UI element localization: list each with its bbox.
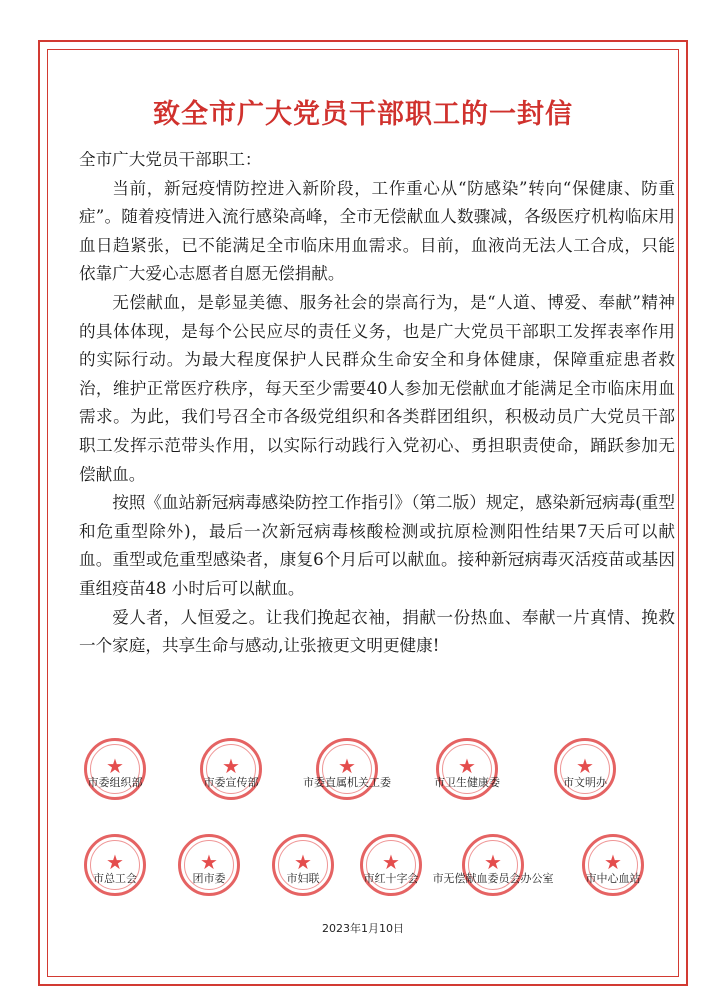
salutation: 全市广大党员干部职工： <box>79 150 262 169</box>
seal-label: 市文明办 <box>563 776 607 789</box>
seal-youth-league <box>170 834 248 896</box>
paragraph-1: 当前，新冠疫情防控进入新阶段，工作重心从“防感染”转向“保健康、防重症”。随着疫情进入流行感染高峰，全市无偿献血人数骤减，各级医疗机构临床用血日趋紧张，已不能满足全市临床用血需求。目前，血液尚无法人工合成，只能依靠广大爱心志愿者自愿无偿捐献。 <box>79 178 675 284</box>
letter-title: 致全市广大党员干部职工的一封信 <box>153 99 573 130</box>
seal-civilization-office <box>546 738 624 800</box>
star-icon: ★ <box>222 754 240 778</box>
seal-federation-of-trade-unions <box>76 834 154 896</box>
seal-working-committee <box>303 738 391 800</box>
seal-label: 市总工会 <box>93 872 137 885</box>
seal-label: 市红十字会 <box>363 872 419 885</box>
star-icon: ★ <box>106 850 124 874</box>
star-icon: ★ <box>106 754 124 778</box>
seal-label: 市中心血站 <box>585 872 641 885</box>
seal-label: 市委宣传部 <box>203 776 259 789</box>
letter-body <box>79 146 675 661</box>
seal-area <box>70 738 660 898</box>
seal-label: 市妇联 <box>286 872 320 885</box>
seal-label: 团市委 <box>192 872 226 885</box>
paragraph-4: 爱人者，人恒爱之。让我们挽起衣袖，捐献一份热血、奉献一片真情、挽救一个家庭，共享生命与感动,让张掖更文明更健康! <box>79 607 675 656</box>
seal-label: 市卫生健康委 <box>434 776 500 789</box>
seal-blood-donation-office <box>432 834 554 896</box>
seal-central-blood-station <box>574 834 652 896</box>
star-icon: ★ <box>338 754 356 778</box>
seal-womens-federation <box>264 834 342 896</box>
paragraph-2: 无偿献血，是彰显美德、服务社会的崇高行为，是“人道、博爱、奉献”精神的具体体现，是每个公民应尽的责任义务，也是广大党员干部职工发挥表率作用的实际行动。为最大程度保护人民群众生命安全和身体健康，保障重症患者救治，维护正常医疗秩序，每天至少需要40人参加无偿献血才能满足全市临床用血需求。为此，我们号召全市各级党组织和各类群团组织，积极动员广大党员干部职工发挥示范带头作用，以实际行动践行入党初心、勇担职责使命，踊跃参加无偿献血。 <box>79 292 675 484</box>
seal-org-department <box>76 738 154 800</box>
letter-date: 2023年1月10日 <box>322 922 404 935</box>
star-icon: ★ <box>576 754 594 778</box>
seal-red-cross <box>352 834 430 896</box>
star-icon: ★ <box>484 850 502 874</box>
seal-label: 市委组织部 <box>87 776 143 789</box>
seal-health-commission <box>428 738 506 800</box>
seal-propaganda-department <box>192 738 270 800</box>
star-icon: ★ <box>458 754 476 778</box>
paragraph-3: 按照《血站新冠病毒感染防控工作指引》（第二版）规定，感染新冠病毒(重型和危重型除外)，最后一次新冠病毒核酸检测或抗原检测阳性结果7天后可以献血。重型或危重型感染者，康复6个月后可以献血。接种新冠病毒灭活疫苗或基因重组疫苗48 小时后可以献血。 <box>79 493 675 598</box>
seal-label: 市无偿献血委员会办公室 <box>432 872 554 885</box>
star-icon: ★ <box>604 850 622 874</box>
star-icon: ★ <box>382 850 400 874</box>
seal-label: 市委直属机关工委 <box>303 776 391 789</box>
star-icon: ★ <box>294 850 312 874</box>
star-icon: ★ <box>200 850 218 874</box>
